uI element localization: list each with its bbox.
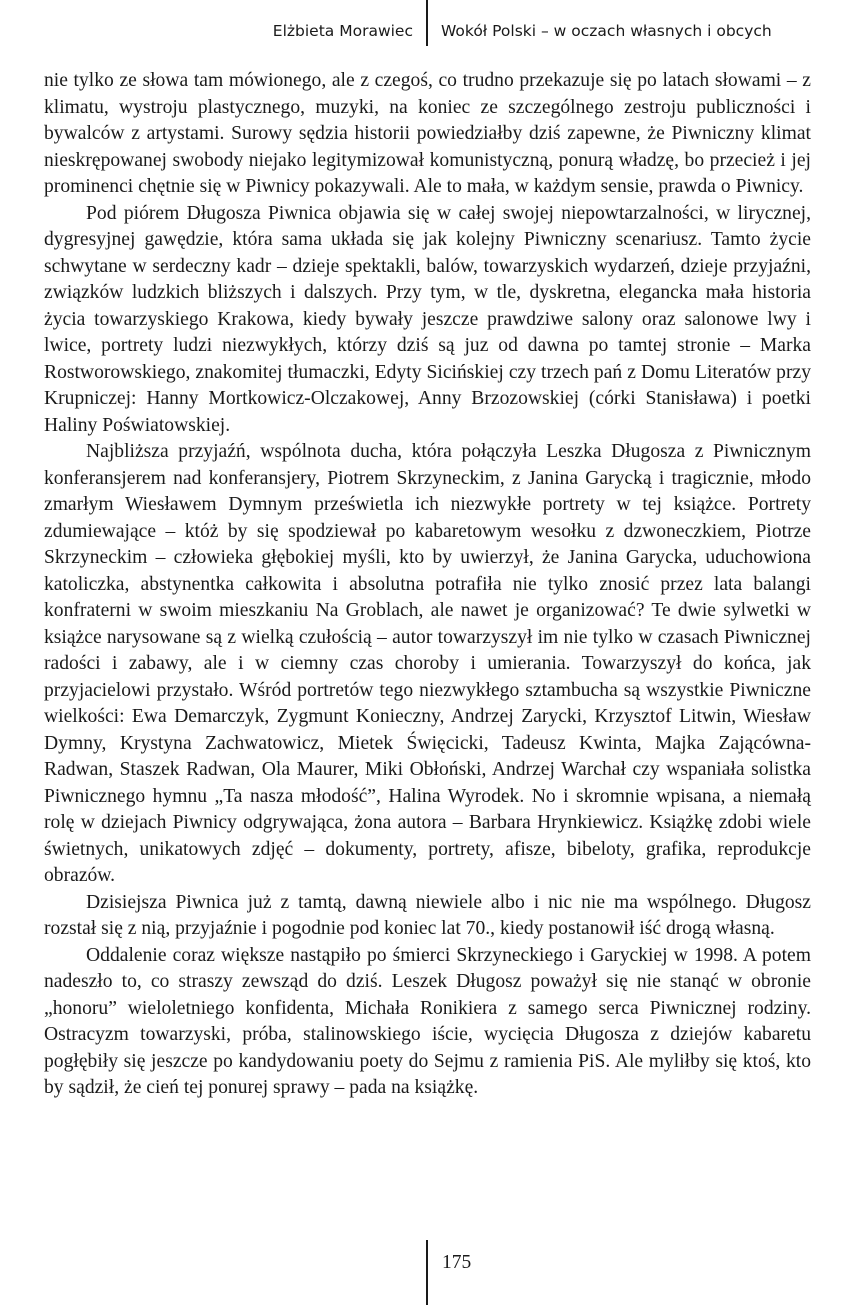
page-number: 175 [442,1252,472,1273]
footer-divider [426,1240,428,1305]
paragraph: Oddalenie coraz większe nastąpiło po śmierci Skrzyneckiego i Garyckiej w 1998. A potem nadeszło to, co straszy zewsząd do dziś. Leszek Długosz poważył się nie stanąć w obronie „honoru” wieloletniego konfidenta, Michała Ronikiera z samego serca Piwnicznej rodziny. Ostracyzm towarzyski, próba, stalinowskiego iście, wycięcia Długosza z dziejów kabaretu pogłębiły się jeszcze po kandydowaniu poety do Sejmu z ramienia PiS. Ale myliłby się ktoś, kto by sądził, że cień tej ponurej sprawy – pada na książkę. [44,944,811,1098]
running-header-author: Elżbieta Morawiec [272,22,413,40]
paragraph: Pod piórem Długosza Piwnica objawia się w całej swojej niepowtarzalności, w lirycznej, dygresyjnej gawędzie, która sama układa się jak kolejny Piwniczny scenariusz. Tamto życie schwytane w serdeczny kadr – dzieje spektakli, balów, towarzyskich wydarzeń, dzieje przyjaźni, związków ludzkich bliższych i dalszych. Przy tym, w tle, dyskretna, elegancka mała historia życia towarzyskiego Krakowa, kiedy bywały jeszcze prawdziwe salony oraz salonowe lwy i lwice, portrety ludzi niezwykłych, którzy dziś są juz od dawna po tamtej stronie – Marka Rostworowskiego, znakomitej tłumaczki, Edyty Sicińskiej czy trzech pań z Domu Literatów przy Krupniczej: Hanny Mortkowicz-Olczakowej, Anny Brzozowskiej (córki Stanisława) i poetki Haliny Poświatowskiej. [44,202,811,436]
page-body [44,68,811,1102]
running-header-title: Wokół Polski – w oczach własnych i obcych [441,22,772,40]
header-divider [426,0,428,46]
paragraph: nie tylko ze słowa tam mówionego, ale z czegoś, co trudno przekazuje się po latach słowami – z klimatu, wystroju plastycznego, muzyki, na koniec ze szczególnego zestroju publiczności i bywalców z artystami. Surowy sędzia historii powiedziałby dziś zapewne, że Piwniczny klimat nieskrępowanej swobody niejako legitymizował komunistyczną, ponurą władzę, bo przecież i jej prominenci chętnie się w Piwnicy pokazywali. Ale to mała, w każdym sensie, prawda o Piwnicy. [44,70,811,197]
paragraph: Najbliższa przyjaźń, wspólnota ducha, która połączyła Leszka Długosza z Piwnicznym konferansjerem nad konferansjery, Piotrem Skrzyneckim, z Janina Garycką i tragicznie, młodo zmarłym Wiesławem Dymnym prześwietla ich niezwykłe portrety w tej książce. Portrety zdumiewające – któż by się spodziewał po kabaretowym wesołku z dzwoneczkiem, Piotrze Skrzyneckim – człowieka głębokiej myśli, kto by uwierzył, że Janina Garycka, uduchowiona katoliczka, abstynentka całkowita i absolutna potrafiła nie tylko znosić przez lata balangi konfraterni w swoim mieszkaniu Na Groblach, ale nawet je organizować? Te dwie sylwetki w książce narysowane są z wielką czułością – autor towarzyszył im nie tylko w czasach Piwnicznej radości i zabawy, ale i w ciemny czas choroby i umierania. Towarzyszył do końca, jak przyjacielowi przystało. Wśród portretów tego niezwykłego sztambucha są wszystkie Piwniczne wielkości: Ewa Demarczyk, Zygmunt Konieczny, Andrzej Zarycki, Krzysztof Litwin, Wiesław Dymny, Krystyna Zachwatowicz, Mietek Święcicki, Tadeusz Kwinta, Majka Zającówna-Radwan, Staszek Radwan, Ola Maurer, Miki Obłoński, Andrzej Warchał czy wspaniała solistka Piwnicznego hymnu „Ta nasza młodość”, Halina Wyrodek. No i skromnie wpisana, a niemałą rolę w dziejach Piwnicy odgrywająca, żona autora – Barbara Hrynkiewicz. Książkę zdobi wiele świetnych, unikatowych zdjęć – dokumenty, portrety, afisze, bibeloty, grafika, reprodukcje obrazów. [44,441,811,886]
paragraph: Dzisiejsza Piwnica już z tamtą, dawną niewiele albo i nic nie ma wspólnego. Długosz rozstał się z nią, przyjaźnie i pogodnie pod koniec lat 70., kiedy postanowił iść drogą własną. [44,891,811,939]
